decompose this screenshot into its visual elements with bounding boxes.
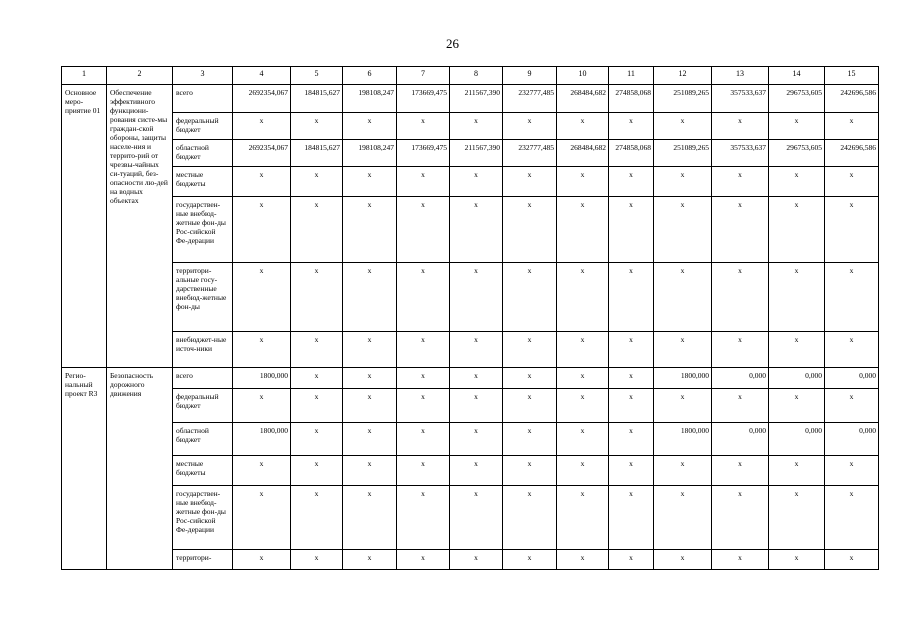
column-header: 6: [343, 67, 397, 85]
value-cell: x: [557, 197, 609, 263]
column-header: 4: [233, 67, 291, 85]
value-cell: x: [557, 332, 609, 368]
value-cell: x: [450, 550, 503, 570]
value-cell: 1800,000: [654, 368, 712, 389]
value-cell: x: [291, 368, 343, 389]
value-cell: x: [609, 332, 654, 368]
value-cell: 211567,390: [450, 140, 503, 167]
column-header: 7: [397, 67, 450, 85]
value-cell: x: [291, 486, 343, 550]
value-cell: x: [609, 550, 654, 570]
value-cell: x: [609, 456, 654, 486]
value-cell: x: [654, 486, 712, 550]
column-header: 8: [450, 67, 503, 85]
value-cell: 1800,000: [233, 423, 291, 456]
value-cell: x: [291, 113, 343, 140]
value-cell: x: [825, 113, 879, 140]
column-header-row: [62, 67, 879, 85]
value-cell: x: [450, 197, 503, 263]
value-cell: x: [343, 423, 397, 456]
value-cell: x: [825, 389, 879, 423]
value-cell: x: [291, 389, 343, 423]
value-cell: x: [450, 423, 503, 456]
funding-source-cell: областной бюджет: [173, 140, 233, 167]
value-cell: 0,000: [712, 368, 769, 389]
value-cell: x: [654, 197, 712, 263]
value-cell: 274858,068: [609, 85, 654, 113]
value-cell: 198108,247: [343, 85, 397, 113]
value-cell: x: [654, 389, 712, 423]
table-row: [62, 197, 879, 263]
value-cell: x: [825, 456, 879, 486]
value-cell: x: [450, 332, 503, 368]
value-cell: x: [291, 197, 343, 263]
value-cell: x: [503, 486, 557, 550]
value-cell: x: [769, 197, 825, 263]
value-cell: x: [654, 263, 712, 332]
value-cell: x: [233, 263, 291, 332]
value-cell: 274858,068: [609, 140, 654, 167]
value-cell: x: [503, 167, 557, 197]
column-header: 1: [62, 67, 107, 85]
funding-source-cell: всего: [173, 85, 233, 113]
value-cell: x: [450, 486, 503, 550]
table-row: [62, 423, 879, 456]
value-cell: x: [233, 197, 291, 263]
value-cell: x: [397, 263, 450, 332]
table-row: [62, 389, 879, 423]
funding-source-cell: федеральный бюджет: [173, 389, 233, 423]
value-cell: x: [712, 167, 769, 197]
value-cell: x: [503, 197, 557, 263]
value-cell: x: [769, 456, 825, 486]
value-cell: x: [825, 197, 879, 263]
value-cell: x: [233, 486, 291, 550]
value-cell: x: [233, 113, 291, 140]
value-cell: x: [450, 263, 503, 332]
value-cell: x: [503, 113, 557, 140]
value-cell: x: [769, 167, 825, 197]
value-cell: x: [343, 368, 397, 389]
value-cell: x: [557, 167, 609, 197]
column-header: 15: [825, 67, 879, 85]
value-cell: x: [233, 550, 291, 570]
value-cell: x: [233, 167, 291, 197]
value-cell: x: [343, 486, 397, 550]
column-header: 11: [609, 67, 654, 85]
value-cell: x: [397, 332, 450, 368]
value-cell: x: [557, 263, 609, 332]
table-row: [62, 167, 879, 197]
value-cell: x: [291, 167, 343, 197]
column-header: 2: [107, 67, 173, 85]
value-cell: 0,000: [769, 423, 825, 456]
value-cell: x: [769, 389, 825, 423]
value-cell: 251089,265: [654, 85, 712, 113]
value-cell: 2692354,067: [233, 85, 291, 113]
value-cell: x: [609, 167, 654, 197]
value-cell: 242696,586: [825, 140, 879, 167]
table-row: [62, 486, 879, 550]
value-cell: x: [291, 456, 343, 486]
value-cell: 1800,000: [654, 423, 712, 456]
value-cell: x: [769, 550, 825, 570]
value-cell: 232777,485: [503, 140, 557, 167]
purpose-cell: Безопасность дорожного движения: [107, 368, 173, 570]
page-number: 26: [446, 36, 459, 51]
event-cell: Регио-нальный проект R3: [62, 368, 107, 570]
value-cell: x: [557, 389, 609, 423]
value-cell: x: [503, 389, 557, 423]
value-cell: x: [343, 263, 397, 332]
value-cell: x: [397, 368, 450, 389]
table-row: [62, 140, 879, 167]
table-row: [62, 113, 879, 140]
value-cell: x: [769, 263, 825, 332]
value-cell: x: [503, 332, 557, 368]
value-cell: x: [397, 486, 450, 550]
value-cell: x: [233, 389, 291, 423]
value-cell: 251089,265: [654, 140, 712, 167]
event-cell: Основное меро-приятие 01: [62, 85, 107, 368]
value-cell: x: [654, 113, 712, 140]
value-cell: x: [343, 167, 397, 197]
value-cell: 268484,682: [557, 140, 609, 167]
value-cell: x: [609, 197, 654, 263]
value-cell: x: [343, 113, 397, 140]
value-cell: 2692354,067: [233, 140, 291, 167]
budget-table: [61, 66, 879, 570]
value-cell: x: [343, 197, 397, 263]
value-cell: 198108,247: [343, 140, 397, 167]
column-header: 13: [712, 67, 769, 85]
value-cell: x: [503, 368, 557, 389]
value-cell: x: [450, 368, 503, 389]
value-cell: x: [825, 550, 879, 570]
value-cell: x: [609, 389, 654, 423]
value-cell: x: [769, 486, 825, 550]
value-cell: x: [609, 263, 654, 332]
value-cell: x: [825, 486, 879, 550]
value-cell: x: [712, 197, 769, 263]
value-cell: 1800,000: [233, 368, 291, 389]
funding-source-cell: государствен-ные внебюд-жетные фон-ды Рос-сийской Фе-дерации: [173, 486, 233, 550]
value-cell: 242696,586: [825, 85, 879, 113]
table-row: [62, 456, 879, 486]
value-cell: x: [557, 423, 609, 456]
value-cell: x: [557, 550, 609, 570]
value-cell: x: [343, 456, 397, 486]
value-cell: x: [503, 550, 557, 570]
value-cell: x: [654, 550, 712, 570]
value-cell: x: [397, 389, 450, 423]
value-cell: x: [450, 456, 503, 486]
value-cell: x: [503, 456, 557, 486]
value-cell: x: [291, 423, 343, 456]
value-cell: x: [712, 263, 769, 332]
value-cell: x: [397, 113, 450, 140]
value-cell: x: [397, 197, 450, 263]
value-cell: x: [397, 550, 450, 570]
funding-source-cell: территори-: [173, 550, 233, 570]
value-cell: x: [609, 113, 654, 140]
funding-source-cell: федеральный бюджет: [173, 113, 233, 140]
purpose-cell: Обеспечение эффективного функциони-рования систе-мы граждан-ской обороны, защиты населе-ния и террито-рий от чрезвы-чайных си-туаций, без-опасности лю-дей на водных объектах: [107, 85, 173, 368]
value-cell: x: [712, 550, 769, 570]
value-cell: x: [233, 332, 291, 368]
value-cell: x: [291, 550, 343, 570]
value-cell: x: [343, 332, 397, 368]
value-cell: x: [291, 332, 343, 368]
value-cell: x: [450, 389, 503, 423]
value-cell: x: [609, 368, 654, 389]
value-cell: x: [450, 167, 503, 197]
funding-source-cell: областной бюджет: [173, 423, 233, 456]
value-cell: x: [825, 332, 879, 368]
column-header: 5: [291, 67, 343, 85]
value-cell: x: [343, 389, 397, 423]
value-cell: 357533,637: [712, 85, 769, 113]
value-cell: 232777,485: [503, 85, 557, 113]
funding-source-cell: территори-альные госу-дарственные внебюд-жетные фон-ды: [173, 263, 233, 332]
value-cell: 173669,475: [397, 140, 450, 167]
value-cell: x: [654, 456, 712, 486]
value-cell: x: [450, 113, 503, 140]
value-cell: 296753,605: [769, 85, 825, 113]
funding-source-cell: местные бюджеты: [173, 167, 233, 197]
table-row: [62, 85, 879, 113]
funding-source-cell: государствен-ные внебюд-жетные фон-ды Рос-сийской Фе-дерации: [173, 197, 233, 263]
funding-source-cell: всего: [173, 368, 233, 389]
value-cell: x: [233, 456, 291, 486]
value-cell: 0,000: [825, 368, 879, 389]
value-cell: x: [557, 368, 609, 389]
value-cell: 0,000: [769, 368, 825, 389]
value-cell: 184815,627: [291, 85, 343, 113]
value-cell: x: [291, 263, 343, 332]
funding-source-cell: местные бюджеты: [173, 456, 233, 486]
value-cell: 0,000: [825, 423, 879, 456]
value-cell: x: [712, 389, 769, 423]
column-header: 14: [769, 67, 825, 85]
value-cell: 268484,682: [557, 85, 609, 113]
funding-source-cell: внебюджет-ные источ-ники: [173, 332, 233, 368]
value-cell: x: [712, 456, 769, 486]
value-cell: x: [654, 332, 712, 368]
column-header: 10: [557, 67, 609, 85]
value-cell: 357533,637: [712, 140, 769, 167]
value-cell: x: [503, 423, 557, 456]
value-cell: 173669,475: [397, 85, 450, 113]
value-cell: 184815,627: [291, 140, 343, 167]
value-cell: x: [712, 486, 769, 550]
value-cell: 296753,605: [769, 140, 825, 167]
value-cell: x: [769, 113, 825, 140]
value-cell: x: [397, 456, 450, 486]
column-header: 12: [654, 67, 712, 85]
table-row: [62, 550, 879, 570]
table-row: [62, 263, 879, 332]
table-row: [62, 332, 879, 368]
value-cell: x: [397, 423, 450, 456]
column-header: 3: [173, 67, 233, 85]
value-cell: x: [557, 456, 609, 486]
value-cell: x: [769, 332, 825, 368]
column-header: 9: [503, 67, 557, 85]
value-cell: x: [503, 263, 557, 332]
value-cell: x: [557, 113, 609, 140]
value-cell: 0,000: [712, 423, 769, 456]
value-cell: x: [654, 167, 712, 197]
table-row: [62, 368, 879, 389]
value-cell: x: [825, 263, 879, 332]
value-cell: x: [712, 113, 769, 140]
value-cell: x: [609, 486, 654, 550]
value-cell: x: [609, 423, 654, 456]
value-cell: x: [397, 167, 450, 197]
value-cell: x: [343, 550, 397, 570]
value-cell: x: [557, 486, 609, 550]
value-cell: x: [825, 167, 879, 197]
value-cell: x: [712, 332, 769, 368]
value-cell: 211567,390: [450, 85, 503, 113]
